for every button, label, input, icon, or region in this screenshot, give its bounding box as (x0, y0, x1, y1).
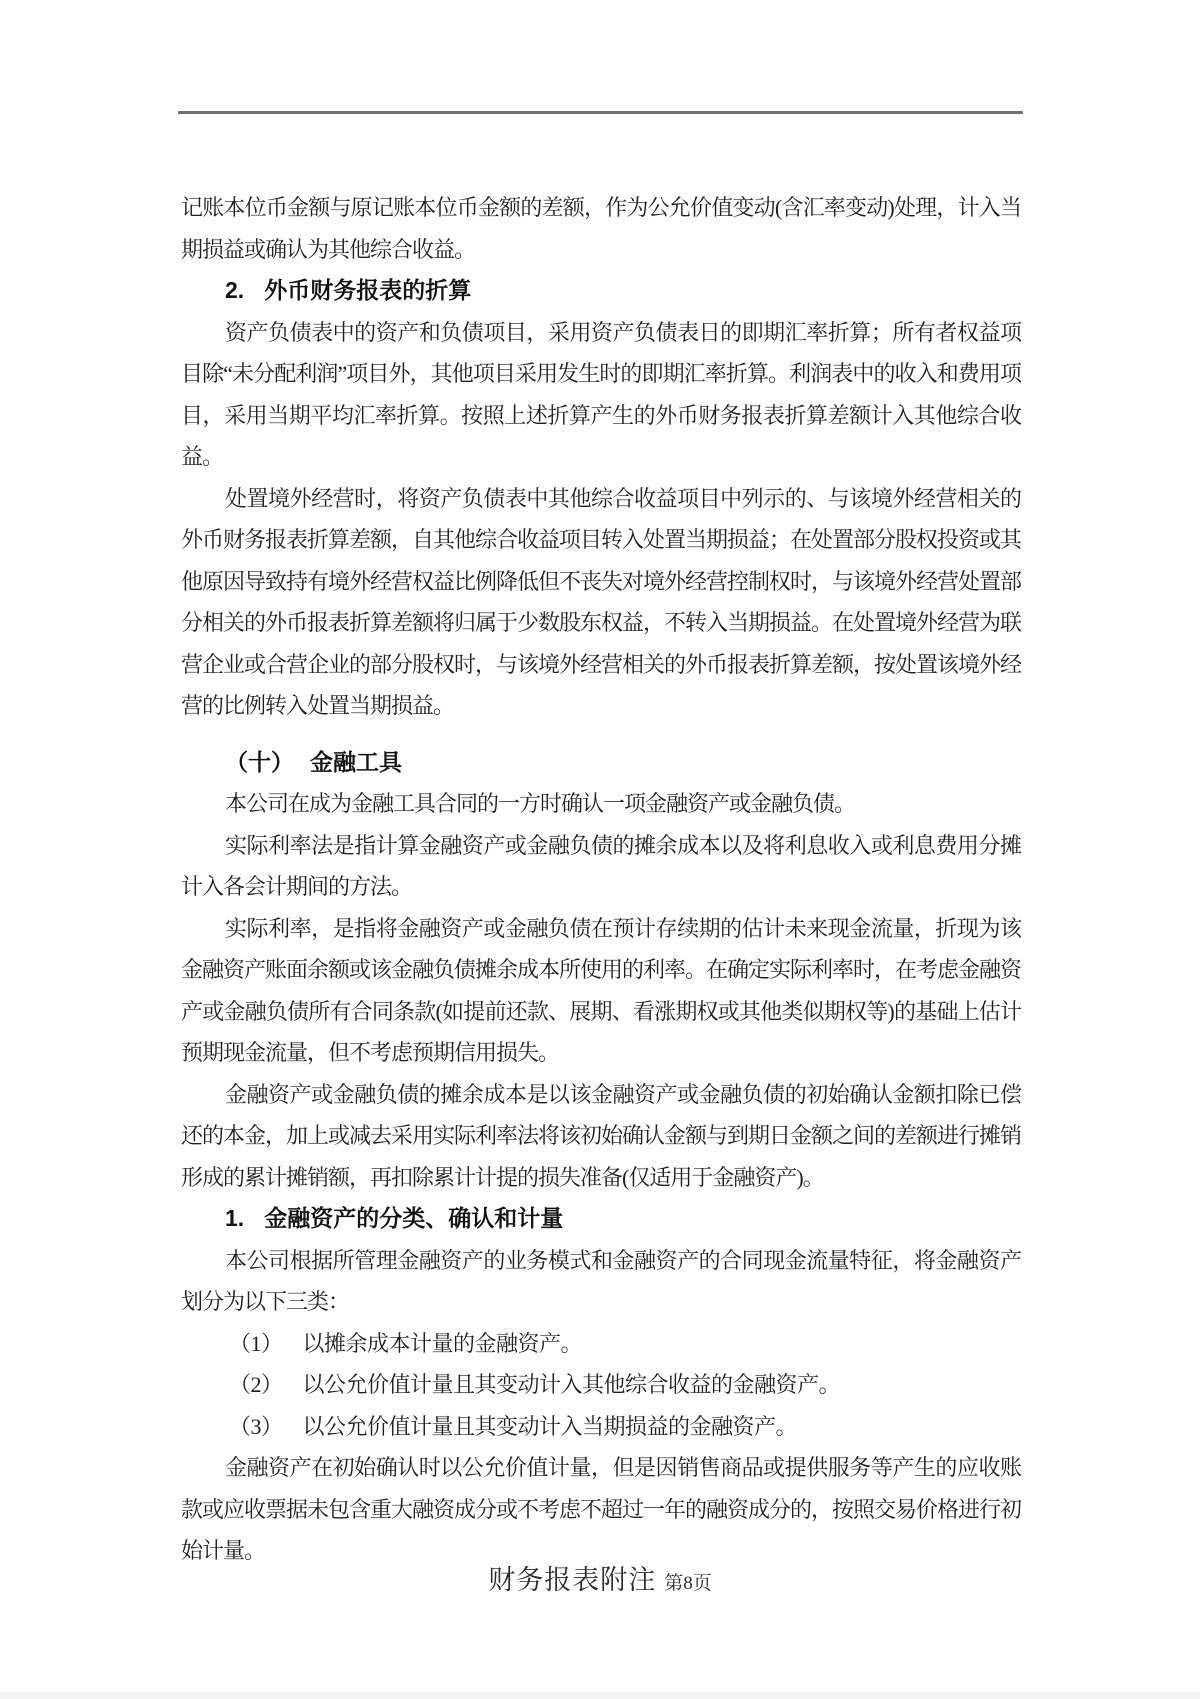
paragraph-continuation: 记账本位币金额与原记账本位币金额的差额，作为公允价值变动(含汇率变动)处理，计入当期损益或确认为其他综合收益。 (181, 195, 1021, 262)
list-item-text: 以公允价值计量且其变动计入其他综合收益的金融资产。 (302, 1372, 841, 1397)
heading-text: 外币财务报表的折算 (264, 277, 472, 303)
list-item-number: （3） (229, 1413, 283, 1439)
list-item (229, 1323, 1021, 1365)
heading-number: （十） (225, 748, 294, 775)
heading-number: 2. (225, 277, 245, 303)
header-rule (178, 111, 1023, 114)
list-item-text: 以公允价值计量且其变动计入当期损益的金融资产。 (302, 1413, 798, 1439)
list-item-number: （1） (229, 1330, 283, 1356)
paragraph: 金融资产在初始确认时以公允价值计量，但是因销售商品或提供服务等产生的应收账款或应收票据未包含重大融资成分或不考虑不超过一年的融资成分的，按照交易价格进行初始计量。 (181, 1455, 1022, 1563)
footer-page-number: 第8页 (664, 1573, 712, 1594)
paragraph: 金融资产或金融负债的摊余成本是以该金融资产或金融负债的初始确认金额扣除已偿还的本金，加上或减去采用实际利率法将该初始确认金额与到期日金额之间的差额进行摊销形成的累计摊销额，再扣除累计计提的损失准备(仅适用于金融资产)。 (181, 1081, 1022, 1190)
document-body (181, 187, 1021, 1572)
list-item (229, 1364, 1021, 1406)
section-heading (225, 742, 1021, 784)
page-footer (0, 1558, 1200, 1597)
paragraph: 本公司在成为金融工具合同的一方时确认一项金融资产或金融负债。 (225, 791, 856, 816)
scan-edge-artifact (0, 1692, 1200, 1699)
paragraph: 实际利率，是指将金融资产或金融负债在预计存续期的估计未来现金流量，折现为该金融资产账面余额或该金融负债摊余成本所使用的利率。在确定实际利率时，在考虑金融资产或金融负债所有合同条款(如提前还款、展期、看涨期权或其他类似期权等)的基础上估计预期现金流量，但不考虑预期信用损失。 (181, 915, 1022, 1065)
heading-text: 金融工具 (310, 748, 402, 775)
paragraph: 实际利率法是指计算金融资产或金融负债的摊余成本以及将利息收入或利息费用分摊计入各会计期间的方法。 (181, 832, 1021, 899)
paragraph: 本公司根据所管理金融资产的业务模式和金融资产的合同现金流量特征，将金融资产划分为以下三类： (181, 1247, 1021, 1314)
list-item-text: 以摊余成本计量的金融资产。 (302, 1330, 583, 1356)
section-heading (225, 270, 1021, 312)
section-heading (225, 1198, 1021, 1240)
paragraph: 资产负债表中的资产和负债项目，采用资产负债表日的即期汇率折算；所有者权益项目除“未分配利润”项目外，其他项目采用发生时的即期汇率折算。利润表中的收入和费用项目，采用当期平均汇率折算。按照上述折算产生的外币财务报表折算差额计入其他综合收益。 (181, 319, 1021, 469)
footer-title: 财务报表附注 (488, 1565, 657, 1595)
list-item-number: （2） (229, 1372, 283, 1397)
paragraph: 处置境外经营时，将资产负债表中其他综合收益项目中列示的、与该境外经营相关的外币财务报表折算差额，自其他综合收益项目转入处置当期损益；在处置部分股权投资或其他原因导致持有境外经营权益比例降低但不丧失对境外经营控制权时，与该境外经营处置部分相关的外币报表折算差额将归属于少数股东权益，不转入当期损益。在处置境外经营为联营企业或合营企业的部分股权时，与该境外经营相关的外币报表折算差额，按处置该境外经营的比例转入处置当期损益。 (181, 485, 1022, 718)
heading-number: 1. (225, 1205, 245, 1231)
list-item (229, 1406, 1021, 1448)
heading-text: 金融资产的分类、确认和计量 (264, 1205, 564, 1231)
